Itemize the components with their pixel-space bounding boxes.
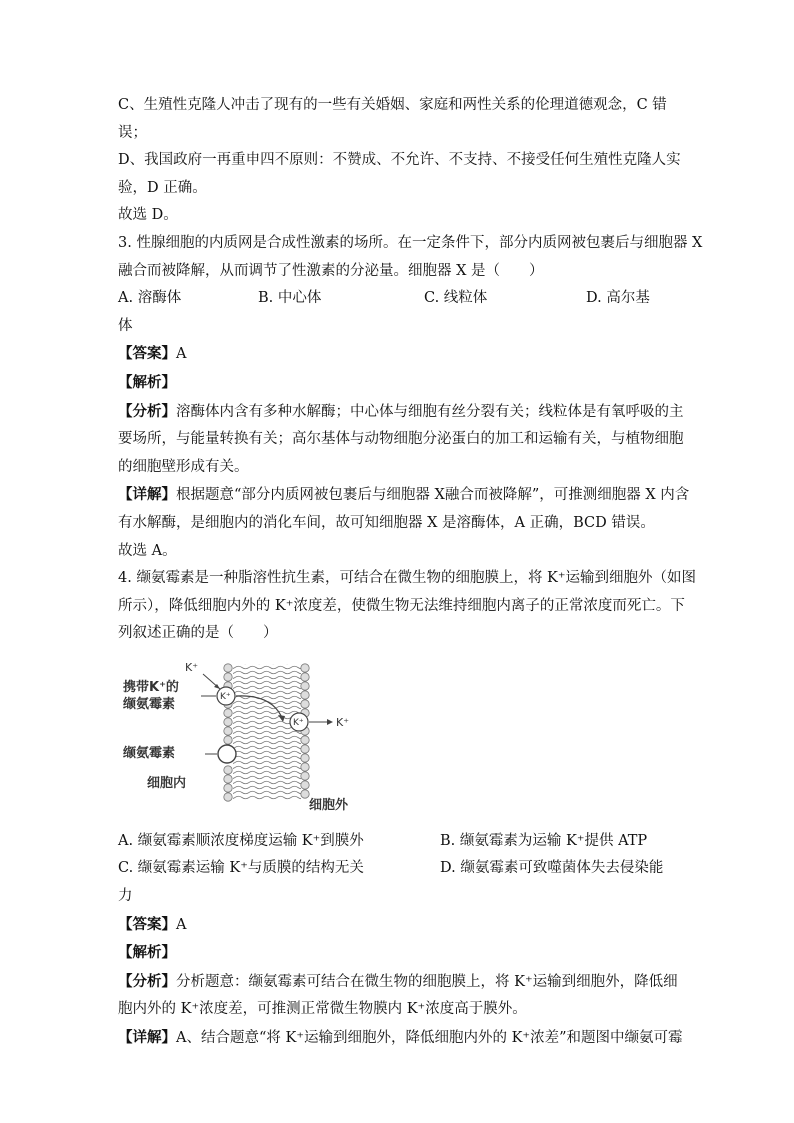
q4-answer-tag: 【答案】 [118, 915, 176, 933]
carry-k-label-2: 缬氨霉素 [123, 696, 176, 712]
q3-stem-line1: 3. 性腺细胞的内质网是合成性激素的场所。在一定条件下，部分内质网被包裹后与细胞器 X [118, 234, 703, 251]
membrane-left-tails [233, 664, 267, 800]
q4-options-row1 [118, 828, 678, 856]
q4-stem-line1: 4. 缬氨霉素是一种脂溶性抗生素，可结合在微生物的细胞膜上，将 K⁺运输到细胞外（如图 [118, 570, 697, 587]
q4-stem-line2: 所示），降低细胞内外的 K⁺浓度差，使微生物无法维持细胞内离子的正常浓度而死亡。下 [118, 597, 685, 614]
k-in-circle-label: K⁺ [220, 691, 231, 702]
q4-fenxi-line1: 【分析】分析题意：缬氨霉素可结合在微生物的细胞膜上，将 K⁺运输到细胞外，降低细 [118, 972, 678, 990]
q4-option-a: A. 缬氨霉素顺浓度梯度运输 K⁺到膜外 [118, 832, 364, 849]
outside-cell-label: 细胞外 [309, 797, 349, 813]
q3-option-c: C. 线粒体 [424, 290, 488, 307]
q4-fenxi-tag: 【分析】 [118, 972, 176, 990]
q3-detail-line1: 【详解】根据题意“部分内质网被包裹后与细胞器 X融合而被降解”，可推测细胞器 X 内含 [118, 486, 690, 504]
inside-cell-label: 细胞内 [147, 775, 187, 791]
q3-fenxi-line2: 要场所，与能量转换有关；高尔基体与动物细胞分泌蛋白的加工和运输有关，与植物细胞 [118, 431, 684, 448]
q4-option-d: D. 缬氨霉素可致噬菌体失去侵染能 [440, 860, 664, 877]
q4-option-c: C. 缬氨霉素运输 K⁺与质膜的结构无关 [118, 860, 364, 877]
valinomycin-circle [218, 745, 236, 763]
membrane-figure [123, 660, 373, 820]
membrane-right-tails [267, 664, 301, 800]
q4-detail-tag: 【详解】 [118, 1029, 176, 1047]
q4-options-row2 [118, 855, 678, 883]
q4-option-b: B. 缬氨霉素为运输 K⁺提供 ATP [440, 832, 648, 849]
q3-detail-tag: 【详解】 [118, 486, 176, 504]
k-out-label: K⁺ [336, 715, 350, 729]
prev-option-d-line1: D、我国政府一再重申四不原则：不赞成、不允许、不支持、不接受任何生殖性克隆人实 [118, 152, 681, 169]
prev-conclusion: 故选 D。 [118, 207, 178, 224]
q4-option-wrap: 力 [118, 888, 133, 905]
q3-option-a: A. 溶酶体 [118, 290, 182, 307]
q3-analysis-tag: 【解析】 [118, 373, 176, 391]
document-page [118, 92, 703, 1053]
q4-fenxi-line2: 胞内外的 K⁺浓度差，可推测正常微生物膜内 K⁺浓度高于膜外。 [118, 1001, 527, 1018]
q3-option-b: B. 中心体 [258, 290, 322, 307]
k-top-label: K⁺ [185, 660, 199, 674]
q3-fenxi-tag: 【分析】 [118, 402, 176, 420]
q3-detail-line2: 有水解酶，是细胞内的消化车间，故可知细胞器 X 是溶酶体，A 正确，BCD 错误。 [118, 514, 655, 531]
prev-option-d-line2: 验，D 正确。 [118, 179, 207, 196]
q4-stem-line3: 列叙述正确的是（ ） [118, 625, 278, 642]
q4-analysis-tag: 【解析】 [118, 944, 176, 962]
q3-option-d: D. 高尔基 [586, 290, 650, 307]
q3-fenxi-line1: 【分析】溶酶体内含有多种水解酶；中心体与细胞有丝分裂有关；线粒体是有氧呼吸的主 [118, 402, 684, 420]
k-mid-circle-label: K⁺ [293, 717, 304, 728]
q4-answer [118, 911, 678, 940]
q3-fenxi-line3: 的细胞壁形成有关。 [118, 458, 249, 475]
membrane-left-heads [224, 664, 232, 801]
q3-stem-line2: 融合而被降解，从而调节了性激素的分泌量。细胞器 X 是（ ） [118, 262, 544, 279]
q3-answer-value: A [176, 346, 187, 363]
prev-option-c-line2: 误； [118, 124, 147, 141]
q3-answer [118, 340, 678, 369]
valinomycin-label: 缬氨霉素 [123, 745, 176, 761]
q3-options [118, 285, 678, 313]
q4-detail-line1: 【详解】A、结合题意“将 K⁺运输到细胞外，降低细胞内外的 K⁺浓差”和题图中缬氨可霉 [118, 1029, 683, 1047]
q4-answer-value: A [176, 916, 187, 933]
q3-option-wrap: 体 [118, 317, 133, 334]
q3-answer-tag: 【答案】 [118, 345, 176, 363]
q3-conclusion: 故选 A。 [118, 542, 177, 559]
carry-k-label-1: 携带K⁺的 [123, 679, 179, 695]
prev-option-c-line1: C、生殖性克隆人冲击了现有的一些有关婚姻、家庭和两性关系的伦理道德观念，C 错 [118, 97, 667, 113]
